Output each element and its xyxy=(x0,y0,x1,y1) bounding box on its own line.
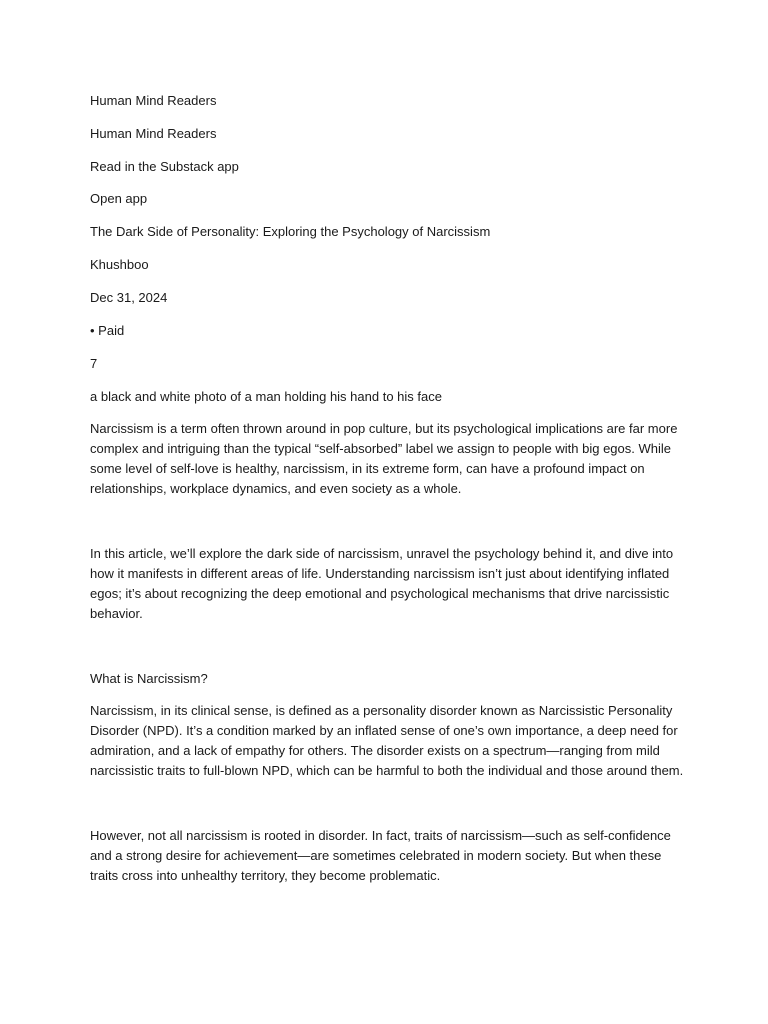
publish-date: Dec 31, 2024 xyxy=(90,290,168,305)
publication-name[interactable]: Human Mind Readers xyxy=(90,93,217,108)
article-title: The Dark Side of Personality: Exploring the Psychology of Narcissism xyxy=(90,224,491,239)
open-app-link[interactable]: Open app xyxy=(90,191,148,206)
read-in-app-link[interactable]: Read in the Substack app xyxy=(90,159,239,174)
section-heading: What is Narcissism? xyxy=(90,671,208,686)
paid-badge: • Paid xyxy=(90,323,125,338)
author-name[interactable]: Khushboo xyxy=(90,257,149,272)
like-count[interactable]: 7 xyxy=(90,356,98,371)
document-page xyxy=(90,91,690,886)
publication-name-secondary[interactable]: Human Mind Readers xyxy=(90,126,217,141)
section-paragraph: However, not all narcissism is rooted in disorder. In fact, traits of narcissism—such as self-confidence and a strong desire for achievement—are sometimes celebrated in modern society. But when these traits cross into unhealthy territory, they become problematic. xyxy=(90,828,671,883)
image-caption: a black and white photo of a man holding his hand to his face xyxy=(90,389,442,404)
body-paragraph: Narcissism is a term often thrown around in pop culture, but its psychological implications are far more complex and intriguing than the typical “self-absorbed” label we assign to people with big egos. While some level of self-love is healthy, narcissism, in its extreme form, can have a profound impact on relationships, workplace dynamics, and even society as a whole. xyxy=(90,421,678,496)
body-paragraph: In this article, we’ll explore the dark side of narcissism, unravel the psychology behind it, and dive into how it manifests in different areas of life. Understanding narcissism isn’t just about identifying inflated egos; it’s about recognizing the deep emotional and psychological mechanisms that drive narcissistic behavior. xyxy=(90,546,674,621)
section-paragraph: Narcissism, in its clinical sense, is defined as a personality disorder known as Narcissistic Personality Disorder (NPD). It’s a condition marked by an inflated sense of one’s own importance, a deep need for admiration, and a lack of empathy for others. The disorder exists on a spectrum—ranging from mild narcissistic traits to full-blown NPD, which can be harmful to both the individual and those around them. xyxy=(90,703,684,778)
